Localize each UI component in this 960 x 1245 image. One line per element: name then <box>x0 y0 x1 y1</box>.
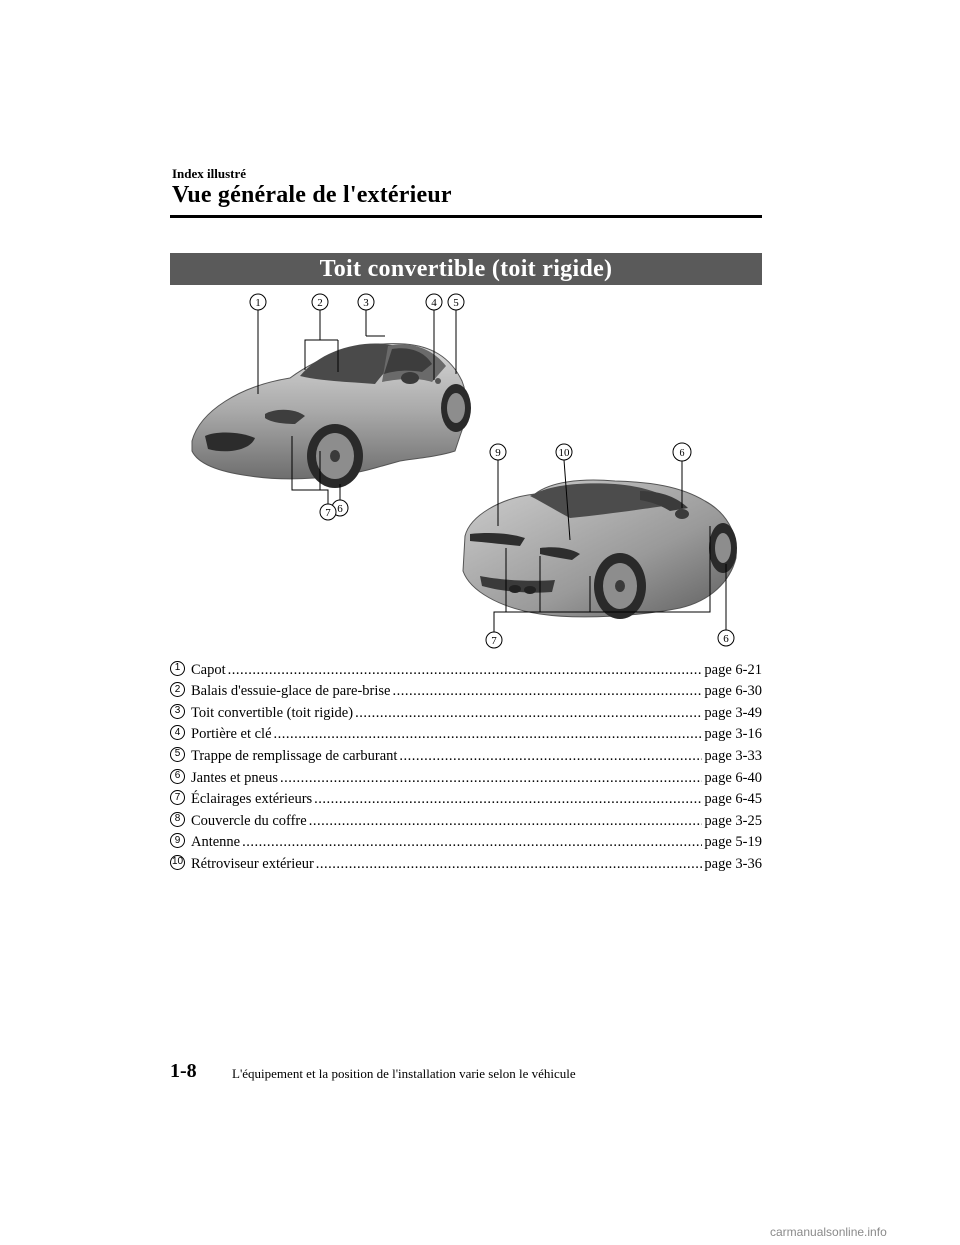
list-item[interactable] <box>170 743 762 765</box>
list-item[interactable] <box>170 808 762 830</box>
item-number: 1 <box>170 661 185 676</box>
leader-dots <box>355 704 702 722</box>
page-number: 1-8 <box>170 1060 197 1082</box>
svg-text:2: 2 <box>317 297 323 309</box>
page-reference-link[interactable]: page 3-25 <box>704 812 762 829</box>
leader-dots <box>274 725 703 743</box>
page-reference-link[interactable]: page 3-36 <box>704 855 762 872</box>
list-item[interactable] <box>170 657 762 679</box>
svg-text:5: 5 <box>453 297 459 309</box>
svg-text:6: 6 <box>679 448 685 459</box>
list-item[interactable] <box>170 700 762 722</box>
callout-9 <box>556 444 572 460</box>
page-reference-link[interactable]: page 3-33 <box>704 747 762 764</box>
section-banner: Toit convertible (toit rigide) <box>170 253 762 285</box>
svg-text:7: 7 <box>491 635 497 647</box>
svg-text:6: 6 <box>723 633 729 645</box>
callout-10 <box>673 443 691 461</box>
svg-text:4: 4 <box>431 297 437 309</box>
leader-dots <box>242 833 702 851</box>
item-number: 4 <box>170 725 185 740</box>
list-item[interactable] <box>170 679 762 701</box>
callout-7-rear <box>486 632 502 648</box>
rear-car-drawing <box>463 480 737 619</box>
item-number: 6 <box>170 769 185 784</box>
callout-5 <box>448 294 464 310</box>
item-label: Couvercle du coffre <box>191 812 307 829</box>
parts-index-list <box>170 657 762 873</box>
svg-text:6: 6 <box>337 503 343 515</box>
watermark: carmanualsonline.info <box>770 1225 887 1239</box>
list-item[interactable] <box>170 851 762 873</box>
item-number: 3 <box>170 704 185 719</box>
item-number: 10 <box>170 855 185 870</box>
leader-dots <box>399 747 702 765</box>
item-number: 2 <box>170 682 185 697</box>
page-reference-link[interactable]: page 6-30 <box>704 683 762 700</box>
svg-text:10: 10 <box>558 447 570 459</box>
svg-text:1: 1 <box>255 297 261 309</box>
item-number: 7 <box>170 790 185 805</box>
page-reference-link[interactable]: page 5-19 <box>704 834 762 851</box>
item-label: Balais d'essuie-glace de pare-brise <box>191 683 391 700</box>
svg-text:3: 3 <box>363 297 369 309</box>
page-reference-link[interactable]: page 6-45 <box>704 791 762 808</box>
item-label: Portière et clé <box>191 726 272 743</box>
item-label: Capot <box>191 661 226 678</box>
callout-1 <box>250 294 266 310</box>
list-item[interactable] <box>170 722 762 744</box>
list-item[interactable] <box>170 830 762 852</box>
list-item[interactable] <box>170 765 762 787</box>
section-label: Index illustré <box>172 166 247 181</box>
leader-dots <box>228 661 703 679</box>
svg-text:7: 7 <box>325 507 331 519</box>
callout-8 <box>490 444 506 460</box>
callout-4 <box>426 294 442 310</box>
vehicle-illustration <box>170 286 762 652</box>
item-label: Rétroviseur extérieur <box>191 855 314 872</box>
callout-3 <box>358 294 374 310</box>
leader-dots <box>314 790 702 808</box>
page-reference-link[interactable]: page 3-16 <box>704 726 762 743</box>
svg-text:9: 9 <box>495 447 501 459</box>
callout-7-front <box>320 504 336 520</box>
page-reference-link[interactable]: page 6-21 <box>704 661 762 678</box>
item-label: Jantes et pneus <box>191 769 278 786</box>
leader-dots <box>392 682 702 700</box>
item-label: Trappe de remplissage de carburant <box>191 747 398 764</box>
item-number: 5 <box>170 747 185 762</box>
title-rule <box>170 215 762 218</box>
callout-2 <box>312 294 328 310</box>
page-reference-link[interactable]: page 3-49 <box>704 704 762 721</box>
leader-dots <box>280 769 702 787</box>
item-label: Antenne <box>191 834 241 851</box>
item-label: Toit convertible (toit rigide) <box>191 704 354 721</box>
page-reference-link[interactable]: page 6-40 <box>704 769 762 786</box>
item-label: Éclairages extérieurs <box>191 791 313 808</box>
callout-6-rear <box>718 630 734 646</box>
page-title: Vue générale de l'extérieur <box>172 182 452 208</box>
leader-dots <box>316 855 703 873</box>
item-number: 8 <box>170 812 185 827</box>
list-item[interactable] <box>170 787 762 809</box>
item-number: 9 <box>170 833 185 848</box>
leader-dots <box>309 812 703 830</box>
footer-note: L'équipement et la position de l'installation varie selon le véhicule <box>232 1066 576 1081</box>
front-car-drawing <box>192 344 471 488</box>
